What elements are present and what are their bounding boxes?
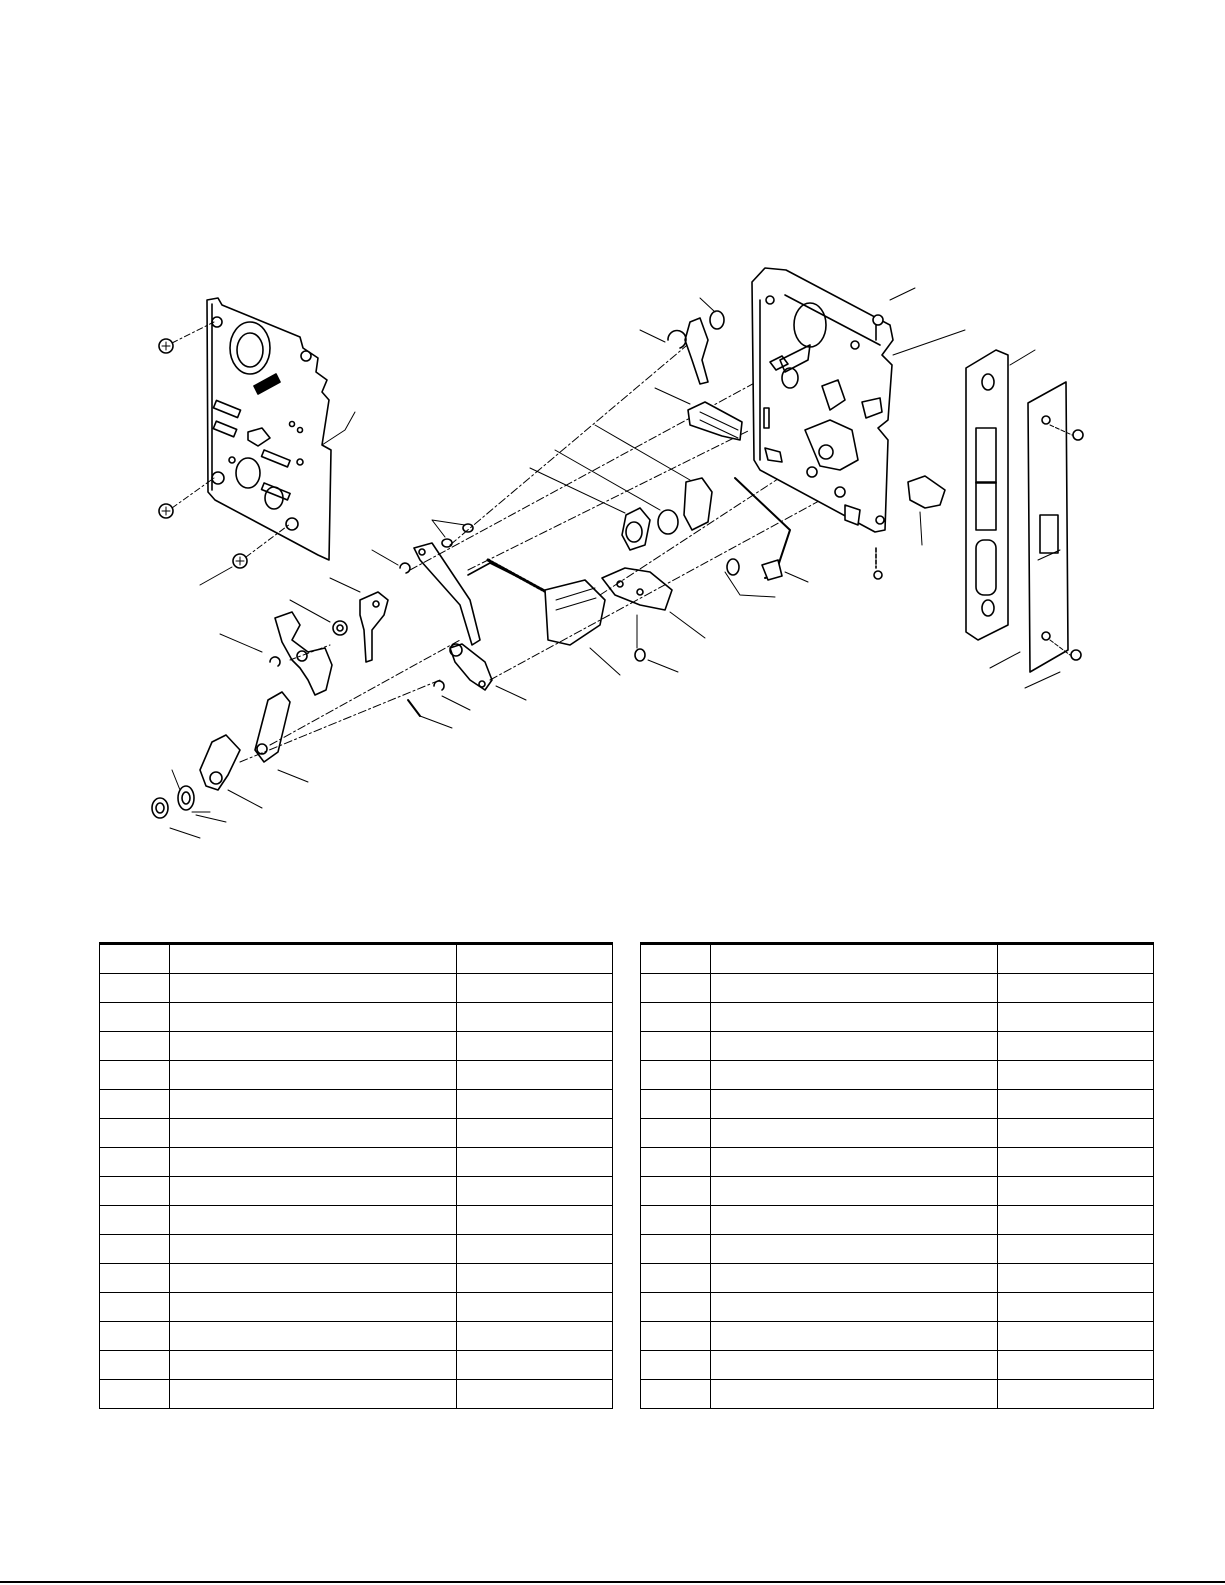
table-cell [100, 974, 170, 1003]
table-cell [998, 1264, 1154, 1293]
table-cell [711, 1235, 998, 1264]
table-cell [457, 1003, 613, 1032]
table-cell [998, 1090, 1154, 1119]
table-row [100, 1351, 613, 1380]
table-row [100, 1090, 613, 1119]
table-row [641, 974, 1154, 1003]
parts-table-right [640, 942, 1154, 1409]
table-cell [641, 1264, 711, 1293]
table-cell [641, 1003, 711, 1032]
parts-table-right-body [641, 944, 1154, 1409]
table-row [100, 1061, 613, 1090]
table-row [641, 1003, 1154, 1032]
front-plates [966, 350, 1083, 688]
table-row [641, 1235, 1154, 1264]
table-cell [457, 1322, 613, 1351]
table-cell [100, 1003, 170, 1032]
table-cell [998, 1032, 1154, 1061]
table-cell [998, 974, 1154, 1003]
table-cell [711, 1090, 998, 1119]
table-cell [711, 1119, 998, 1148]
table-cell [641, 1061, 711, 1090]
table-cell [170, 1351, 457, 1380]
table-cell [100, 1148, 170, 1177]
table-row [100, 1206, 613, 1235]
table-cell [711, 1148, 998, 1177]
table-cell [641, 1090, 711, 1119]
table-cell [641, 1322, 711, 1351]
table-cell [711, 1061, 998, 1090]
table-cell [457, 1119, 613, 1148]
table-cell [711, 1003, 998, 1032]
table-row [641, 1293, 1154, 1322]
table-cell [457, 1177, 613, 1206]
table-row [641, 1206, 1154, 1235]
table-cell [457, 1148, 613, 1177]
table-cell [998, 1061, 1154, 1090]
table-row [100, 1003, 613, 1032]
table-cell [100, 1061, 170, 1090]
table-cell [641, 944, 711, 974]
table-cell [457, 1293, 613, 1322]
table-cell [170, 1090, 457, 1119]
table-cell [998, 1235, 1154, 1264]
table-cell [170, 1032, 457, 1061]
table-cell [100, 1119, 170, 1148]
table-cell [457, 944, 613, 974]
table-row [641, 1322, 1154, 1351]
table-cell [711, 1264, 998, 1293]
table-cell [641, 1293, 711, 1322]
table-row [100, 1322, 613, 1351]
table-cell [170, 1322, 457, 1351]
right-case [725, 268, 965, 597]
table-row [100, 1380, 613, 1409]
table-cell [100, 1293, 170, 1322]
table-cell [998, 1003, 1154, 1032]
table-row [641, 1264, 1154, 1293]
table-cell [100, 1177, 170, 1206]
table-cell [170, 1119, 457, 1148]
table-row [641, 944, 1154, 974]
table-cell [170, 1061, 457, 1090]
table-row [641, 1119, 1154, 1148]
table-cell [998, 944, 1154, 974]
table-cell [641, 1380, 711, 1409]
table-cell [170, 944, 457, 974]
table-row [100, 1235, 613, 1264]
table-cell [641, 1148, 711, 1177]
table-row [641, 1177, 1154, 1206]
table-cell [170, 1003, 457, 1032]
table-row [641, 1148, 1154, 1177]
table-cell [641, 1032, 711, 1061]
table-cell [711, 1206, 998, 1235]
table-row [100, 974, 613, 1003]
table-row [100, 944, 613, 974]
table-cell [170, 1380, 457, 1409]
table-cell [170, 1148, 457, 1177]
table-cell [998, 1351, 1154, 1380]
table-cell [170, 1177, 457, 1206]
table-cell [998, 1322, 1154, 1351]
table-cell [170, 1264, 457, 1293]
table-cell [100, 1380, 170, 1409]
table-row [100, 1177, 613, 1206]
table-cell [998, 1380, 1154, 1409]
table-cell [100, 1235, 170, 1264]
table-row [100, 1119, 613, 1148]
table-cell [711, 1177, 998, 1206]
table-cell [170, 1206, 457, 1235]
table-row [641, 1351, 1154, 1380]
parts-table-left [99, 942, 613, 1409]
table-cell [457, 1061, 613, 1090]
table-cell [998, 1148, 1154, 1177]
table-row [641, 1090, 1154, 1119]
table-cell [711, 974, 998, 1003]
table-cell [711, 1293, 998, 1322]
table-cell [170, 1235, 457, 1264]
table-cell [641, 974, 711, 1003]
table-row [641, 1032, 1154, 1061]
table-cell [100, 1206, 170, 1235]
table-cell [170, 1293, 457, 1322]
table-row [100, 1148, 613, 1177]
table-cell [457, 1032, 613, 1061]
table-cell [100, 1351, 170, 1380]
table-cell [998, 1293, 1154, 1322]
table-cell [998, 1177, 1154, 1206]
table-cell [457, 1264, 613, 1293]
table-cell [100, 1032, 170, 1061]
table-row [100, 1264, 613, 1293]
table-cell [998, 1206, 1154, 1235]
left-side-plate [207, 298, 355, 560]
table-cell [457, 1380, 613, 1409]
table-cell [711, 1322, 998, 1351]
table-row [641, 1380, 1154, 1409]
table-cell [100, 1322, 170, 1351]
table-row [641, 1061, 1154, 1090]
table-cell [457, 1351, 613, 1380]
table-cell [100, 944, 170, 974]
table-cell [711, 1351, 998, 1380]
table-cell [711, 1380, 998, 1409]
table-row [100, 1032, 613, 1061]
table-cell [641, 1351, 711, 1380]
table-row [100, 1293, 613, 1322]
table-cell [100, 1264, 170, 1293]
table-cell [457, 1090, 613, 1119]
table-cell [711, 944, 998, 974]
parts-table-left-body [100, 944, 613, 1409]
table-cell [998, 1119, 1154, 1148]
table-cell [641, 1235, 711, 1264]
table-cell [457, 1206, 613, 1235]
table-cell [170, 974, 457, 1003]
table-cell [100, 1090, 170, 1119]
table-cell [457, 974, 613, 1003]
table-cell [457, 1235, 613, 1264]
table-cell [711, 1032, 998, 1061]
footer-rule [0, 1581, 1225, 1583]
table-cell [641, 1206, 711, 1235]
table-cell [641, 1177, 711, 1206]
table-cell [641, 1119, 711, 1148]
